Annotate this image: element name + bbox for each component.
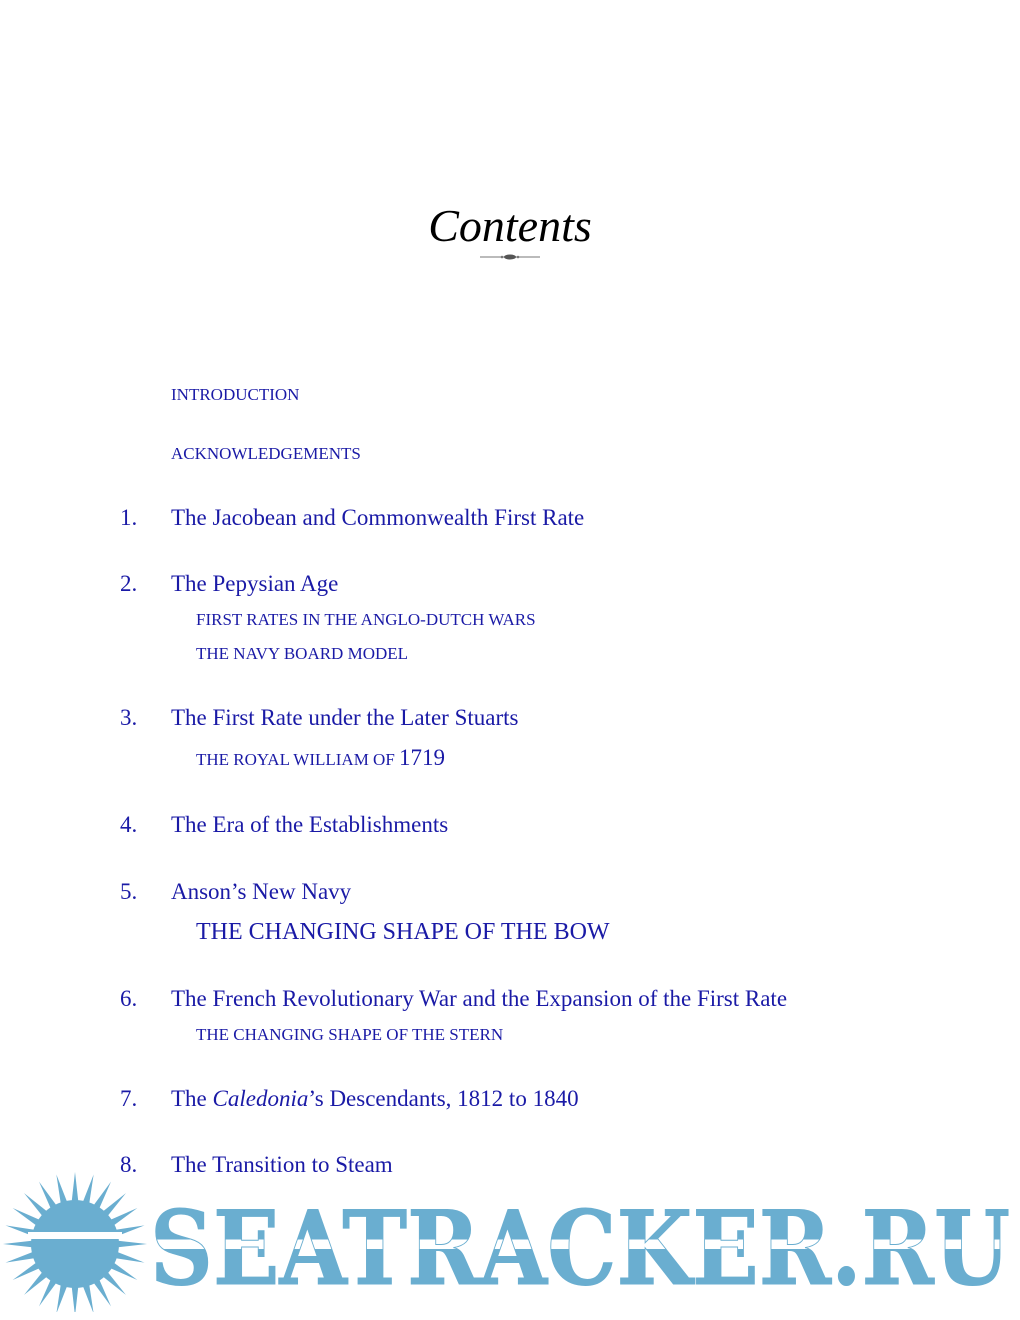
toc-link-introduction[interactable]: INTRODUCTION xyxy=(171,385,300,404)
chapter-number: 8. xyxy=(120,1152,138,1177)
sun-ray xyxy=(71,1172,78,1204)
subsection-year: 1719 xyxy=(399,745,446,770)
toc-link-acknowledgements[interactable]: ACKNOWLEDGEMENTS xyxy=(171,444,361,463)
toc-link-chapter-2[interactable]: The Pepysian Age xyxy=(171,571,339,596)
toc-link-chapter-1[interactable]: The Jacobean and Commonwealth First Rate xyxy=(171,505,585,530)
toc-link-navy-board-model[interactable]: THE NAVY BOARD MODEL xyxy=(196,644,409,663)
chapter-number: 5. xyxy=(120,879,138,904)
sun-ray xyxy=(115,1240,147,1247)
sun-ray xyxy=(71,1284,78,1312)
toc-link-chapter-3[interactable]: The First Rate under the Later Stuarts xyxy=(171,705,519,730)
toc-link-chapter-4[interactable]: The Era of the Establishments xyxy=(171,812,449,837)
toc-link-shape-of-stern[interactable]: THE CHANGING SHAPE OF THE STERN xyxy=(196,1025,504,1044)
chapter-number: 3. xyxy=(120,705,138,730)
sun-ray xyxy=(3,1240,35,1247)
chapter-title-post: ’s Descendants, 1812 to 1840 xyxy=(308,1086,579,1111)
page-title: Contents xyxy=(428,200,592,251)
chapter-number: 7. xyxy=(120,1086,138,1111)
subsection-text: THE ROYAL WILLIAM OF xyxy=(196,750,395,769)
chapter-number: 6. xyxy=(120,986,138,1011)
toc-link-anglo-dutch-wars[interactable]: FIRST RATES IN THE ANGLO-DUTCH WARS xyxy=(196,610,536,629)
svg-text:SEATRACKER.RU: SEATRACKER.RU xyxy=(150,1189,1010,1309)
toc-link-chapter-8[interactable]: The Transition to Steam xyxy=(171,1152,393,1177)
chapter-number: 2. xyxy=(120,571,138,596)
toc-link-chapter-6[interactable]: The French Revolutionary War and the Expansion of the First Rate xyxy=(171,986,788,1011)
chapter-number: 1. xyxy=(120,505,138,530)
chapter-title-italic: Caledonia xyxy=(212,1086,309,1111)
toc-link-chapter-7[interactable] xyxy=(171,1087,579,1110)
chapter-title-pre: The xyxy=(171,1086,213,1111)
watermark-logo xyxy=(0,1172,1020,1312)
toc-link-royal-william[interactable] xyxy=(196,746,445,769)
toc-link-shape-of-bow[interactable]: THE CHANGING SHAPE OF THE BOW xyxy=(196,919,610,945)
title-ornament-icon xyxy=(480,251,540,263)
sun-icon xyxy=(3,1172,147,1312)
toc-link-chapter-5[interactable]: Anson’s New Navy xyxy=(171,879,352,904)
chapter-number: 4. xyxy=(120,812,138,837)
